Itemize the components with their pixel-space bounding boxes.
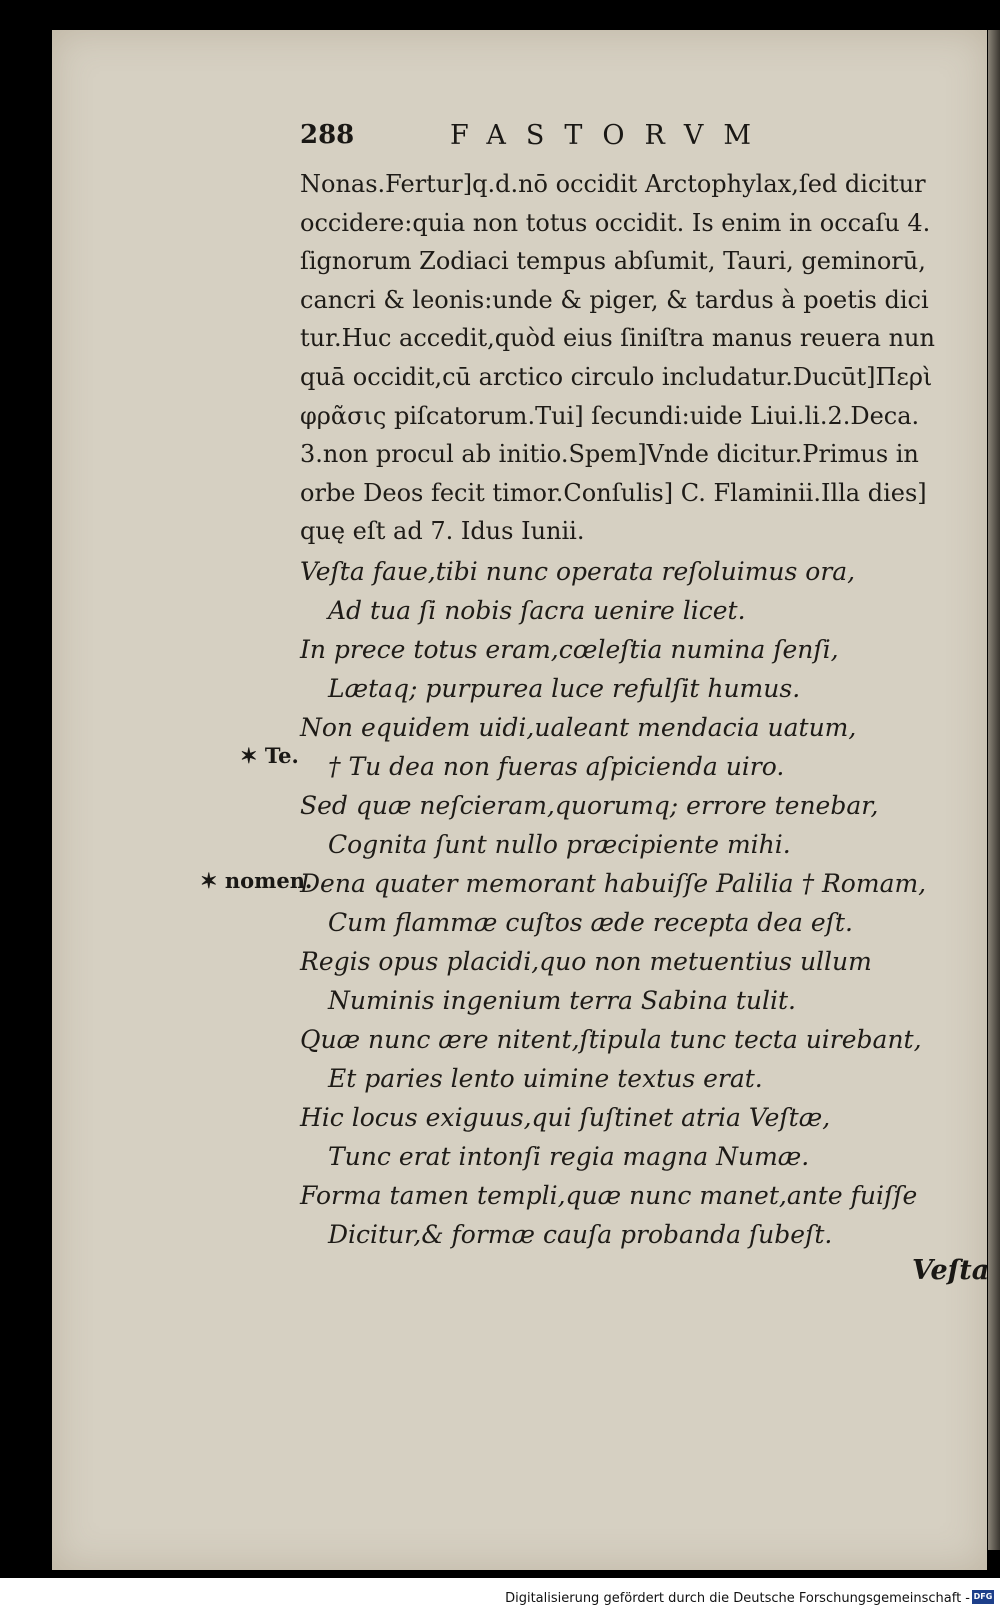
verse-line: Sed quæ neſcieram,quorumq; errore tenebar, <box>300 791 879 820</box>
commentary-line: occidere:quia non totus occidit. Is enim in occaſu 4. <box>300 208 931 237</box>
verse-line: In prece totus eram,cœleſtia numina ſenſi, <box>300 635 839 664</box>
verse-line: Tunc erat intonſi regia magna Numæ. <box>328 1142 810 1171</box>
verse-line: Dicitur,& formæ cauſa probanda ſubeſt. <box>328 1220 833 1249</box>
verse-line: † Tu dea non fueras aſpicienda uiro. <box>328 752 785 781</box>
footer-credit: Digitalisierung gefördert durch die Deutsche Forschungsgemeinschaft - <box>505 1591 970 1606</box>
verse-line: Numinis ingenium terra Sabina tulit. <box>328 986 797 1015</box>
verse-block <box>300 552 1000 1254</box>
verse-line: Veſta faue,tibi nunc operata reſoluimus ora, <box>300 557 856 586</box>
footer-bar <box>0 1578 1000 1620</box>
page-header <box>300 120 820 160</box>
running-title: FASTORVM <box>450 120 772 151</box>
commentary-line: tur.Huc accedit,quòd eius ſiniſtra manus reuera nun <box>300 324 935 353</box>
verse-line: Cum flammæ cuſtos æde recepta dea eſt. <box>328 908 853 937</box>
verse-line: Lætaq; purpurea luce refulſit humus. <box>328 674 801 703</box>
verse-line: Dena quater memorant habuiſſe Palilia † Romam, <box>300 869 927 898</box>
verse-line: Hic locus exiguus,qui ſuſtinet atria Veſtæ, <box>300 1103 831 1132</box>
commentary-line: φρᾶσις piſcatorum.Tui] ſecundi:uide Liui.li.2.Deca. <box>300 401 920 430</box>
commentary-line: 3.non procul ab initio.Spem]Vnde dicitur.Primus in <box>300 440 919 469</box>
commentary-block <box>300 165 980 551</box>
verse-line: Et paries lento uimine textus erat. <box>328 1064 763 1093</box>
commentary-line: quā occidit,cū arctico circulo includatur.Ducūt]Περὶ <box>300 362 933 391</box>
page-number: 288 <box>300 120 355 150</box>
commentary-line: cancri & leonis:unde & piger, & tardus à poetis dici <box>300 285 929 314</box>
commentary-line: quę eſt ad 7. Idus Iunii. <box>300 517 585 546</box>
verse-line: Quæ nunc ære nitent,ſtipula tunc tecta uirebant, <box>300 1025 922 1054</box>
verse-line: Ad tua ſi nobis ſacra uenire licet. <box>328 596 746 625</box>
catchword: Veſta <box>912 1255 990 1286</box>
commentary-line: Nonas.Fertur]q.d.nō occidit Arctophylax,ſed dicitur <box>300 170 926 198</box>
dfg-logo: DFG <box>972 1590 994 1604</box>
margin-note-te: ✶ Te. <box>240 743 299 768</box>
verse-line: Cognita ſunt nullo præcipiente mihi. <box>328 830 791 859</box>
commentary-line: orbe Deos fecit timor.Conſulis] C. Flaminii.Illa dies] <box>300 478 927 507</box>
commentary-line: ſignorum Zodiaci tempus abſumit, Tauri, geminorū, <box>300 247 926 276</box>
verse-line: Regis opus placidi,quo non metuentius ullum <box>300 947 872 976</box>
verse-line: Non equidem uidi,ualeant mendacia uatum, <box>300 713 857 742</box>
margin-note-nomen: ✶ nomen. <box>200 868 313 893</box>
verse-line: Forma tamen templi,quæ nunc manet,ante fuiſſe <box>300 1181 918 1210</box>
